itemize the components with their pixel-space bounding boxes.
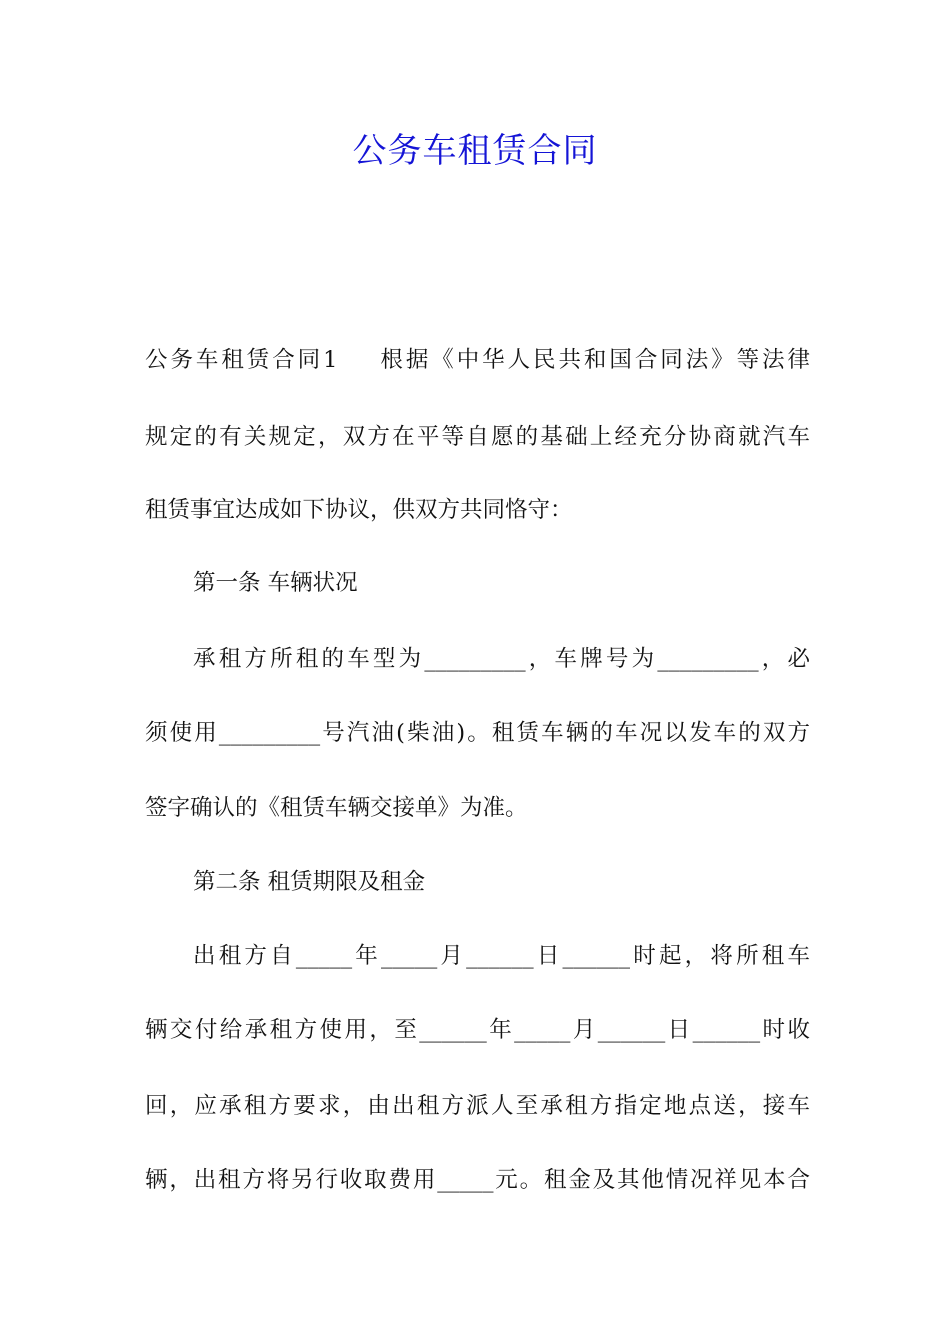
paragraph-line: 租赁事宜达成如下协议，供双方共同恪守： xyxy=(145,497,573,523)
paragraph-line: 辆交付给承租方使用，至______年_____月______日______时收 xyxy=(145,1017,810,1043)
contract-heading-inline: 公务车租赁合同1 xyxy=(145,347,338,373)
paragraph-line: 签字确认的《租赁车辆交接单》为准。 xyxy=(145,795,528,821)
document-title: 公务车租赁合同 xyxy=(352,131,598,171)
paragraph-line: 规定的有关规定，双方在平等自愿的基础上经充分协商就汽车 xyxy=(145,424,810,450)
paragraph-line: 须使用_________号汽油(柴油)。租赁车辆的车况以发车的双方 xyxy=(145,720,810,746)
paragraph-line xyxy=(145,340,810,380)
article-heading: 第二条 租赁期限及租金 xyxy=(193,869,426,895)
paragraph-line: 承租方所租的车型为_________，车牌号为_________，必 xyxy=(193,646,810,672)
paragraph-text: 根据《中华人民共和国合同法》等法律 xyxy=(377,347,810,373)
paragraph-line: 辆，出租方将另行收取费用_____元。租金及其他情况祥见本合 xyxy=(145,1167,810,1193)
paragraph-line: 出租方自_____年_____月______日______时起，将所租车 xyxy=(193,943,810,969)
paragraph-line: 回，应承租方要求，由出租方派人至承租方指定地点送，接车 xyxy=(145,1093,810,1119)
article-heading: 第一条 车辆状况 xyxy=(193,570,358,596)
